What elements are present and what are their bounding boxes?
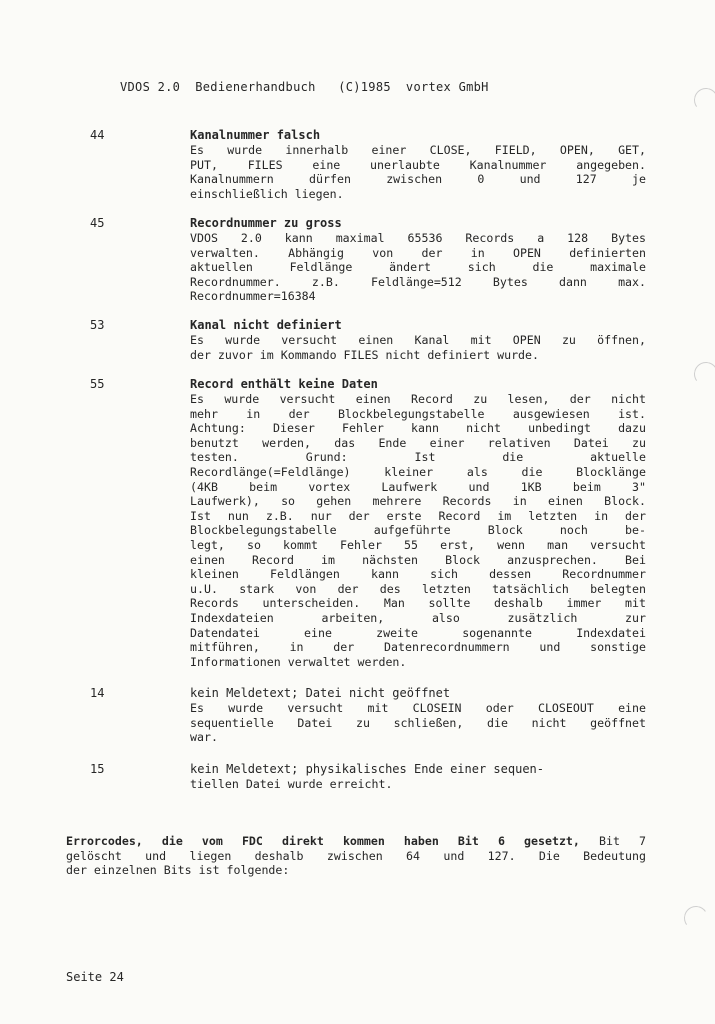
- error-text-line: Datendatei eine zweite sogenannte Indexdatei: [190, 625, 646, 640]
- error-title: Record enthält keine Daten: [190, 377, 378, 391]
- error-text-line: testen. Grund: Ist die aktuelle: [190, 450, 646, 465]
- error-text-line: mehr in der Blockbelegungstabelle ausgewiesen ist.: [190, 406, 646, 421]
- paragraph-line: der einzelnen Bits ist folgende:: [66, 863, 290, 878]
- error-text-line: aktuellen Feldlänge ändert sich die maximale: [190, 260, 646, 275]
- error-text-line: war.: [190, 730, 218, 745]
- error-description: [190, 128, 646, 201]
- error-code-number: 44: [90, 128, 105, 142]
- paragraph-line: gelöscht und liegen deshalb zwischen 64 und 127. Die Bedeutung: [66, 848, 646, 863]
- punch-hole-mark: [682, 904, 710, 932]
- error-text-line: PUT, FILES eine unerlaubte Kanalnummer angegeben.: [190, 157, 646, 172]
- paragraph-tail: Bit 7: [579, 834, 647, 848]
- error-description: [190, 318, 646, 362]
- error-text-line: Recordlänge(=Feldlänge) kleiner als die Blocklänge: [190, 464, 646, 479]
- error-text-line: der zuvor im Kommando FILES nicht definiert wurde.: [190, 347, 540, 362]
- error-text-line: Achtung: Dieser Fehler kann nicht unbedingt dazu: [190, 421, 646, 436]
- error-text-line: tiellen Datei wurde erreicht.: [190, 777, 393, 791]
- error-text-line: Indexdateien arbeiten, also zusätzlich zur: [190, 610, 646, 625]
- error-description: [190, 762, 646, 792]
- error-text-line: Informationen verwaltet werden.: [190, 654, 407, 669]
- error-title: Recordnummer zu gross: [190, 216, 342, 230]
- error-title: Kanalnummer falsch: [190, 128, 321, 142]
- error-text-line: kleinen Feldlängen kann sich dessen Recordnummer: [190, 567, 646, 582]
- error-title: Kanal nicht definiert: [190, 318, 342, 332]
- error-text-line: benutzt werden, das Ende einer relativen Datei zu: [190, 435, 646, 450]
- error-text-line: legt, so kommt Fehler 55 erst, wenn man versucht: [190, 537, 646, 552]
- error-code-number: 15: [90, 762, 105, 776]
- page-number: Seite 24: [66, 970, 124, 984]
- error-text-line: einen Record im nächsten Block anzusprechen. Bei: [190, 552, 646, 567]
- error-code-number: 14: [90, 686, 105, 700]
- error-description: [190, 216, 646, 304]
- error-title: kein Meldetext; physikalisches Ende einer sequen-: [190, 762, 545, 776]
- error-code-number: 53: [90, 318, 105, 332]
- error-text-line: Es wurde innerhalb einer CLOSE, FIELD, OPEN, GET,: [190, 143, 646, 157]
- error-text-line: Es wurde versucht einen Record zu lesen, der nicht: [190, 392, 646, 406]
- error-text-line: sequentielle Datei zu schließen, die nicht geöffnet: [190, 715, 646, 730]
- fdc-errorcodes-paragraph: [66, 834, 646, 878]
- error-text-line: Ist nun z.B. nur der erste Record im letzten in der: [190, 508, 646, 523]
- punch-hole-mark: [692, 360, 715, 388]
- error-title: kein Meldetext; Datei nicht geöffnet: [190, 686, 451, 700]
- error-text-line: Blockbelegungstabelle aufgeführte Block noch be-: [190, 523, 646, 538]
- error-text-line: VDOS 2.0 kann maximal 65536 Records a 128 Bytes: [190, 231, 646, 245]
- error-text-line: u.U. stark von der des letzten tatsächlich belegten: [190, 581, 646, 596]
- paragraph-lead-rest: die vom FDC direkt kommen haben Bit 6 gesetzt,: [142, 834, 580, 848]
- punch-hole-mark: [692, 86, 715, 114]
- error-text-line: Laufwerk), so gehen mehrere Records in einen Block.: [190, 494, 646, 509]
- error-text-line: Recordnummer=16384: [190, 289, 316, 304]
- error-text-line: Records unterscheiden. Man sollte deshalb immer mit: [190, 596, 646, 611]
- paragraph-lead: Errorcodes,: [66, 834, 143, 848]
- error-text-line: Es wurde versucht mit CLOSEIN oder CLOSEOUT eine: [190, 701, 646, 715]
- error-text-line: Kanalnummern dürfen zwischen 0 und 127 je: [190, 172, 646, 187]
- paragraph-line: [66, 834, 646, 849]
- error-text-line: verwalten. Abhängig von der in OPEN definierten: [190, 245, 646, 260]
- error-text-line: Recordnummer. z.B. Feldlänge=512 Bytes dann max.: [190, 274, 646, 289]
- error-text-line: Es wurde versucht einen Kanal mit OPEN zu öffnen,: [190, 333, 646, 347]
- error-text-line: mitführen, in der Datenrecordnummern und sonstige: [190, 640, 646, 655]
- error-code-number: 45: [90, 216, 105, 230]
- error-code-number: 55: [90, 377, 105, 391]
- error-description: [190, 686, 646, 745]
- error-text-line: einschließlich liegen.: [190, 186, 344, 201]
- page-header: VDOS 2.0 Bedienerhandbuch (C)1985 vortex GmbH: [120, 80, 489, 94]
- error-description: [190, 377, 646, 669]
- error-text-line: (4KB beim vortex Laufwerk und 1KB beim 3": [190, 479, 646, 494]
